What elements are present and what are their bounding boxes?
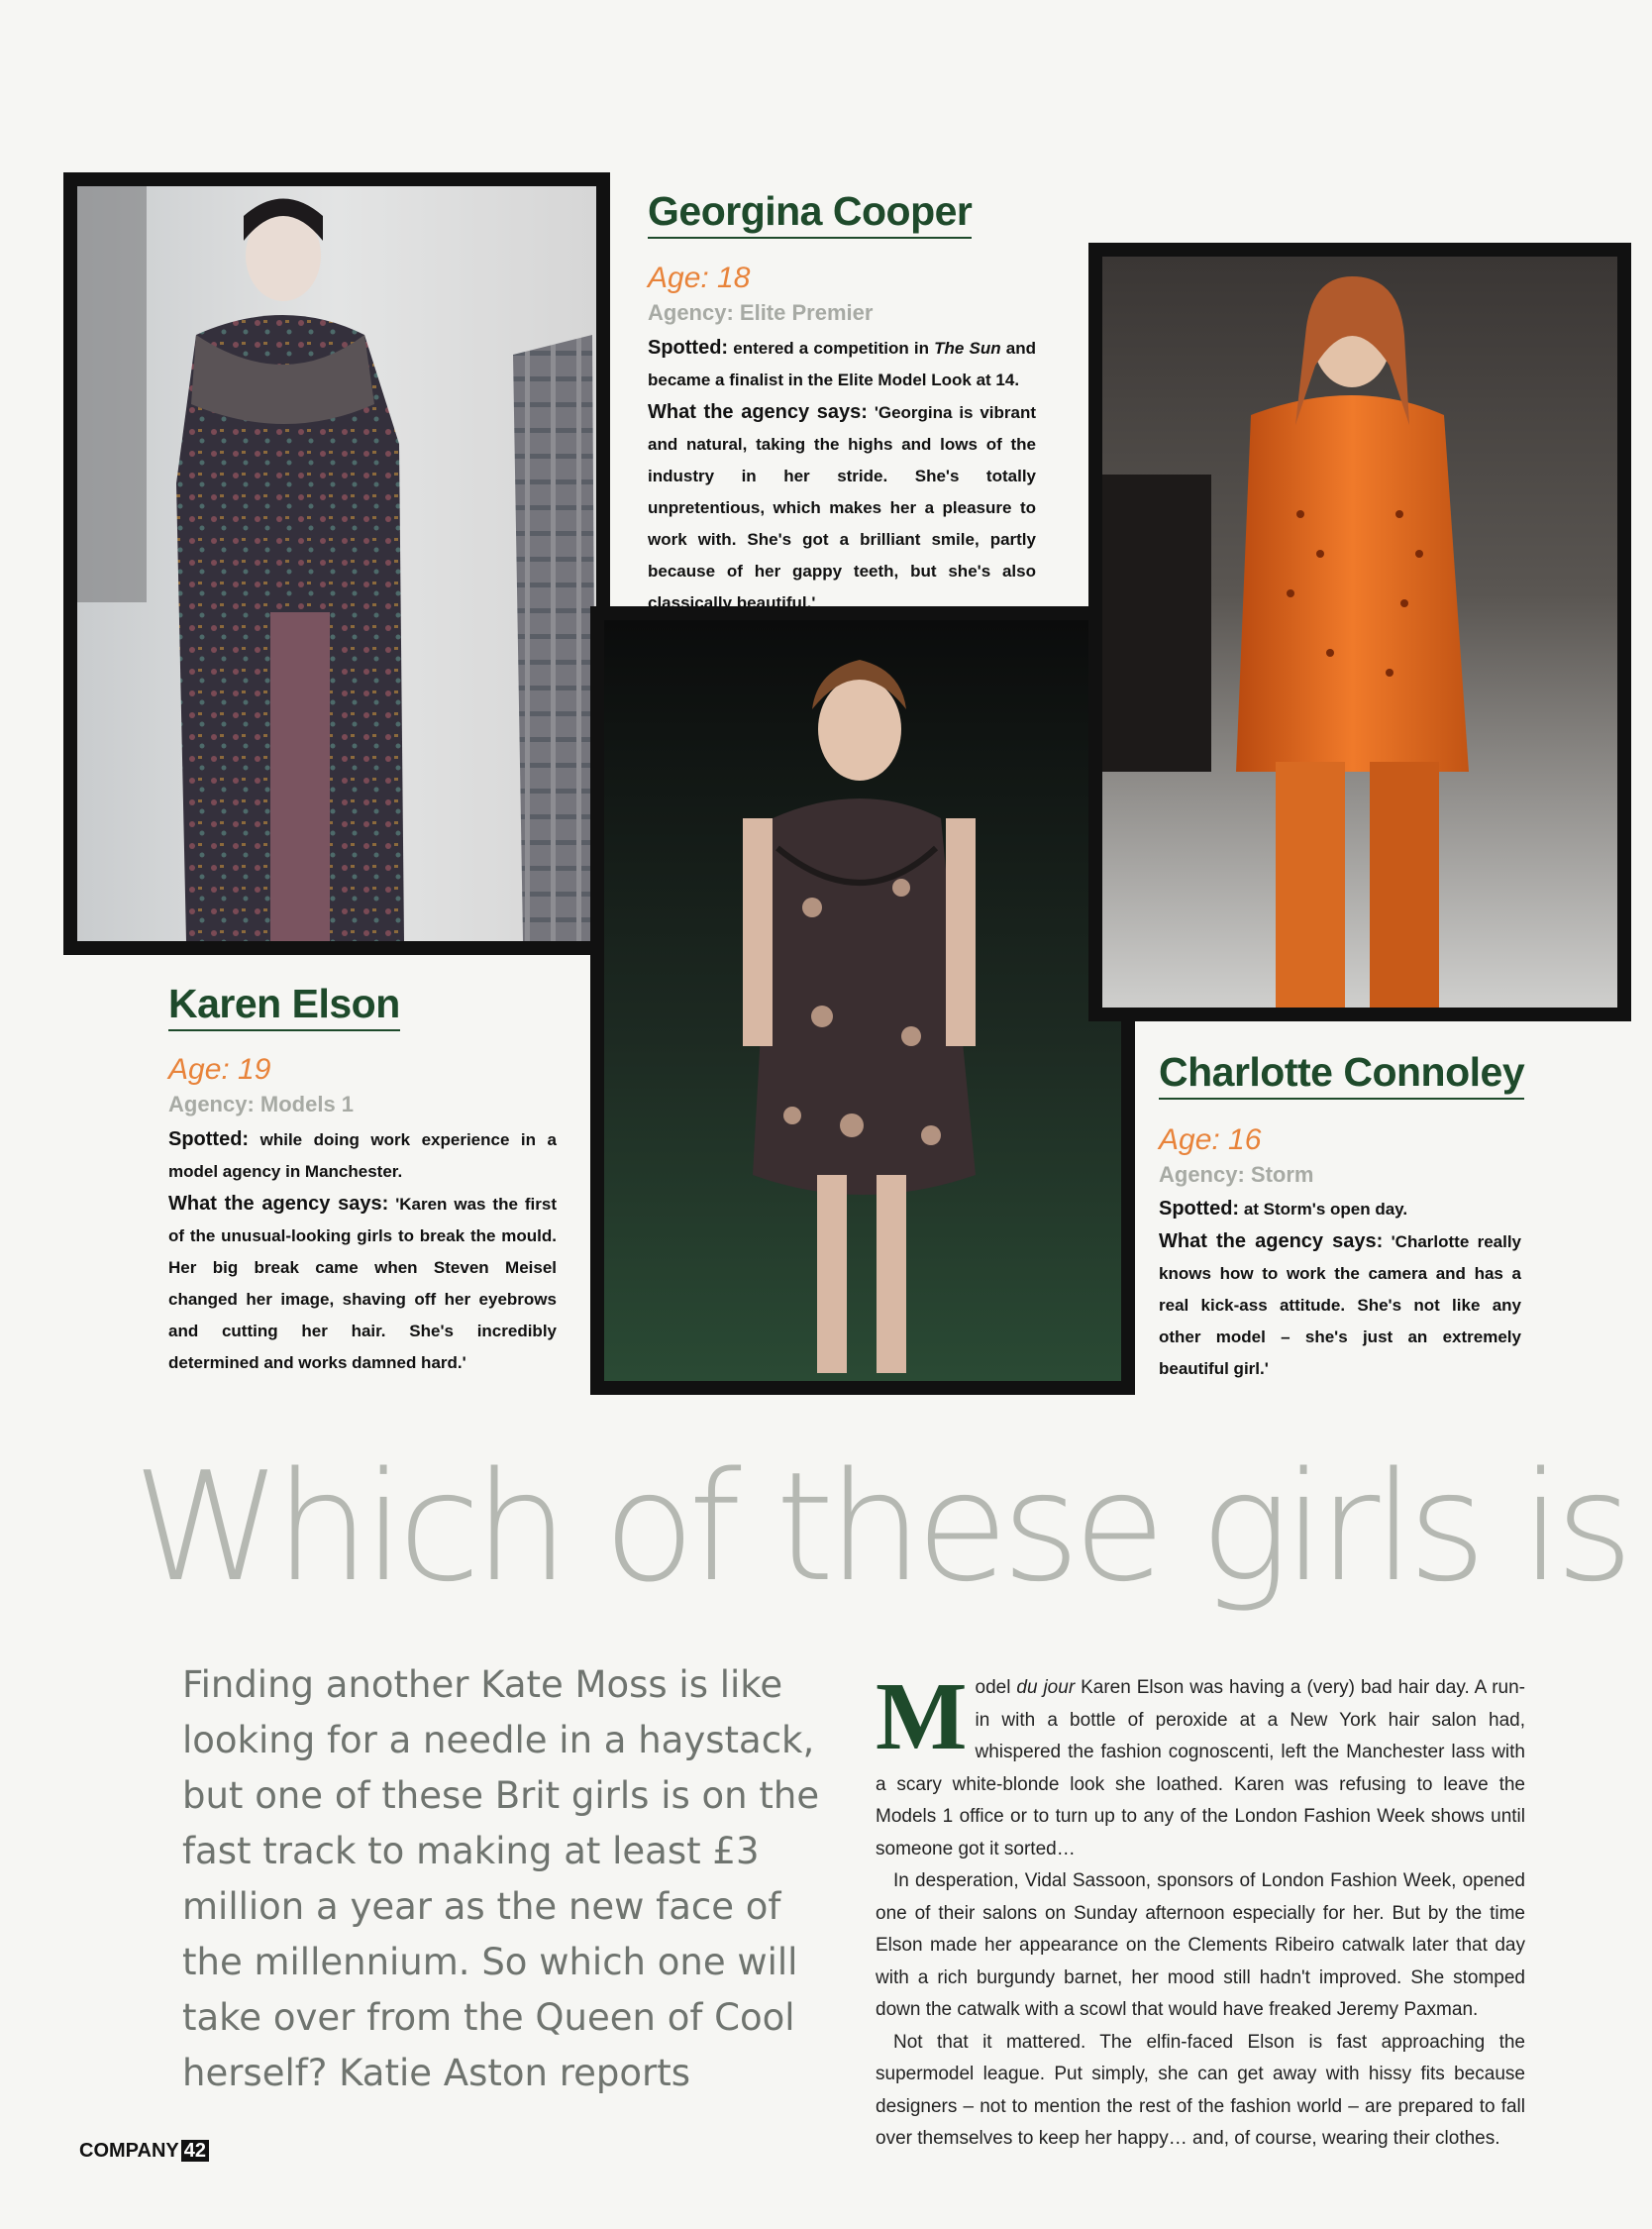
headline: Which of these girls is — [133, 1439, 1627, 1615]
agency-says-label: What the agency says: — [648, 401, 868, 423]
spotted-text: at Storm's open day. — [1243, 1200, 1408, 1219]
agency-quote: 'Charlotte really knows how to work the camera and has a real kick-ass attitude. She's not like any other model – she's just an extremely beautiful girl.' — [1159, 1232, 1521, 1378]
spotted-label: Spotted: — [1159, 1198, 1240, 1220]
profile-age-karen: Age: 19 — [168, 1053, 271, 1086]
spotted-label: Spotted: — [648, 337, 729, 359]
agency-quote: 'Georgina is vibrant and natural, taking the highs and lows of the industry in her stride. She's totally unpretentious, which makes her a pleasure to work with. She's got a brilliant smile, partly because of her gappy teeth, but she's also classically beautiful.' — [648, 403, 1037, 612]
profile-age-charlotte: Age: 16 — [1159, 1123, 1262, 1156]
folio — [79, 2140, 209, 2163]
profile-bio-georgina — [648, 332, 1036, 619]
agency-says-label: What the agency says: — [1159, 1230, 1384, 1252]
magazine-name: COMPANY — [79, 2140, 179, 2162]
profile-name-charlotte: Charlotte Connoley — [1159, 1049, 1524, 1100]
spotted-label: Spotted: — [168, 1128, 250, 1150]
profile-agency-charlotte: Agency: Storm — [1159, 1162, 1314, 1187]
spotted-text-continued: and became a finalist in the Elite Model Look at 14. — [648, 339, 1036, 389]
drop-cap: M — [876, 1663, 968, 1770]
body-paragraph-3: Not that it mattered. The elfin-faced Elson is fast approaching the supermodel league. Put simply, she can get away with hissy fits because designers – not to mention the rest of the fashion world – are prepared to fall over themselves to keep her happy… and, of course, wearing their clothes. — [876, 2031, 1525, 2149]
profile-agency-karen: Agency: Models 1 — [168, 1092, 355, 1116]
spotted-text: while doing work experience in a model agency in Manchester. — [168, 1130, 557, 1181]
standfirst: Finding another Kate Moss is like looking for a needle in a haystack, but one of these Brit girls is on the fast track to making at least £3 million a year as the new face of the millennium. So which one will take over from the Queen of Cool herself? Katie Aston reports — [182, 1663, 820, 2094]
article-body — [876, 1663, 1525, 2156]
photo-georgina-cooper — [590, 606, 1135, 1395]
agency-quote: 'Karen was the first of the unusual-looking girls to break the mould. Her big break came when Steven Meisel changed her image, shaving off her eyebrows and cutting her hair. She's incredibly determined and works damned hard.' — [168, 1195, 557, 1372]
body-paragraph-1: Karen Elson was having a (very) bad hair day. A run-in with a bottle of peroxide at a New York hair salon had, whispered the fashion cognoscenti, left the Manchester lass with a scary white-blonde look she loathed. Karen was refusing to leave the Models 1 office or to turn up to any of the London Fashion Week shows until someone got it sorted… — [876, 1677, 1525, 1859]
profile-name-karen: Karen Elson — [168, 981, 400, 1031]
spotted-publication: The Sun — [934, 339, 1001, 358]
profile-agency-georgina: Agency: Elite Premier — [648, 300, 874, 325]
body-paragraph-2: In desperation, Vidal Sassoon, sponsors of London Fashion Week, opened one of their salons on Sunday afternoon especially for her. But by the time Elson made her appearance on the Clements Ribeiro catwalk later that day with a rich burgundy barnet, her mood still hadn't improved. She stomped down the catwalk with a scowl that would have freaked Jeremy Paxman. — [876, 1870, 1525, 2020]
agency-says-label: What the agency says: — [168, 1193, 389, 1215]
photo-karen-elson — [63, 172, 610, 955]
profile-bio-karen — [168, 1123, 557, 1379]
profile-age-georgina: Age: 18 — [648, 262, 751, 294]
profile-name-georgina: Georgina Cooper — [648, 188, 972, 239]
spotted-text: entered a competition in — [733, 339, 935, 358]
profile-bio-charlotte — [1159, 1193, 1521, 1385]
photo-charlotte-connoley — [1088, 243, 1631, 1021]
body-paragraph-1-start: odel — [975, 1677, 1017, 1698]
page-number: 42 — [181, 2140, 209, 2162]
body-italic-phrase: du jour — [1016, 1677, 1076, 1698]
